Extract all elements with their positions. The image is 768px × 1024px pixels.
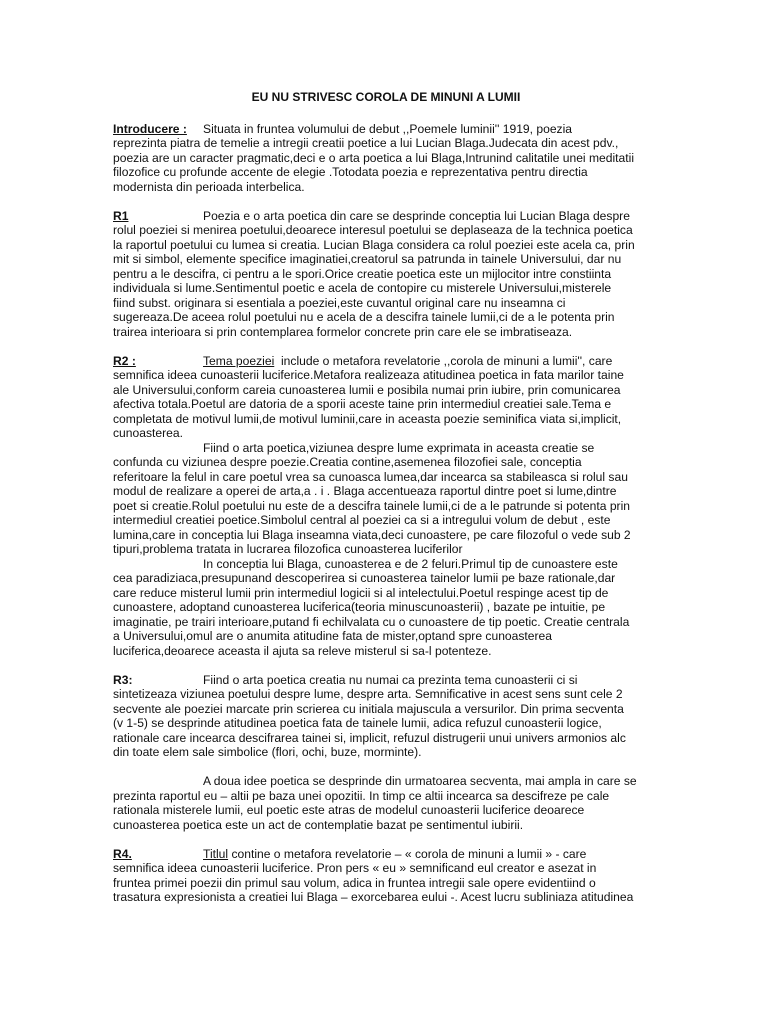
- paragraph-line: R1 Poezia e o arta poetica din care se desprinde conceptia lui Lucian Blaga despre: [113, 208, 630, 223]
- paragraph-line: poezia are un caracter pragmatic,deci e o arta poetica a lui Blaga,Intrunind calitatile unei meditatii: [113, 150, 634, 165]
- paragraph-line: R4. Titlul contine o metafora revelatorie – « corola de minuni a lumii » - care: [113, 846, 587, 861]
- paragraph-line: confunda cu viziunea despre poezie.Creatia contine,asemenea filozofiei sale, conceptia: [113, 455, 582, 469]
- section-label: R2 :: [113, 353, 136, 368]
- heading-word: Titlul: [203, 846, 229, 861]
- heading-word: Tema poeziei: [203, 353, 275, 368]
- paragraph-line: rationale care incearca descifrarea tainei si, implicit, refuzul distrugerii unui univers armonios alc: [113, 730, 626, 745]
- paragraph-line: modernista din perioada interbelica.: [113, 179, 305, 194]
- paragraph-line: afectiva totala.Poetul are datoria de a sporii aceste taine prin intermediul creatiei sale.Tema e: [113, 397, 612, 411]
- paragraph-line: intermediul creatiei poetice.Simbolul central al poeziei ca si a intregului volum de debut , este: [113, 513, 611, 527]
- paragraph-line: fiind subst. originara si esentiala a poeziei,este cuvantul original care nu inseamna ci: [113, 295, 566, 310]
- paragraph-line: cunoasterea.: [113, 426, 183, 440]
- paragraph-line: individuala si lume.Sentimentul poetic e acela de contopire cu misterele Universului,misterele: [113, 281, 612, 295]
- section-r3: [113, 673, 659, 833]
- paragraph-line: completata de motivul lumii,de motivul luminii,care in aceasta poezie seminifica viata si,implicit,: [113, 411, 622, 426]
- section-label: R4.: [113, 846, 132, 861]
- paragraph-line: semnifica ideea cunoasterii luciferice.Metafora realizeaza atitudinea poetica in fata marilor taine: [113, 368, 624, 382]
- section-introducere: [113, 122, 659, 195]
- paragraph-line: secvente ale poeziei marcate prin scrierea cu initiala majuscula a versurilor. Din prima secventa: [113, 701, 624, 716]
- paragraph-line: R2 : Tema poeziei include o metafora revelatorie ,,corola de minuni a lumii'', care: [113, 353, 613, 368]
- paragraph-line: mit si simbol, elemente specifice imaginatiei,creatorul sa patrunda in tainele Universului, dar nu: [113, 252, 622, 266]
- paragraph-line: modul de realizare a operei de arta,a . i . Blaga accentueaza raportul dintre poet si lume,dintre: [113, 484, 617, 498]
- paragraph-line: rolul poeziei si menirea poetului,deoarece interesul poetului se deplaseaza de la technica poetica: [113, 223, 633, 237]
- section-r2: [113, 354, 659, 659]
- section-label: Introducere :: [113, 121, 187, 136]
- paragraph-line: cunoastere, adoptand cunoasterea luciferica(teoria minuscunoasterii) , bazate pe intuitie, pe: [113, 600, 606, 614]
- paragraph-line: prezinta raportul eu – altii pe baza unei opozitii. In timp ce altii incearca sa descifreze pe cale: [113, 788, 610, 803]
- paragraph-line: luciferica,deoarece aceasta il ajuta sa releve misterul si sa-l potenteze.: [113, 643, 492, 658]
- paragraph-line: lumina,care in conceptia lui Blaga inseamna viata,deci cunoastere, pe care filozoful o vede sub 2: [113, 527, 631, 542]
- paragraph-line: A doua idee poetica se desprinde din urmatoarea secventa, mai ampla in care se: [203, 774, 637, 788]
- paragraph-line: rationala misterele lumii, eul poetic este atras de modelul cunoasterii luciferice deoarece: [113, 803, 585, 817]
- paragraph-line: semnifica ideea cunoasterii luciferice. Pron pers « eu » semnificand eul creator e asezat in: [113, 861, 597, 875]
- paragraph-line: poet si creatie.Rolul poetului nu este de a descifra tainele lumii,ci de a le patrunde si potenta prin: [113, 498, 630, 513]
- section-label: R3:: [113, 672, 133, 687]
- paragraph-line: R3: Fiind o arta poetica creatia nu numai ca prezinta tema cunoasterii ci si: [113, 672, 578, 687]
- paragraph-line: imaginatie, pe trairi interioare,putand fi echilvalata cu o cunoastere de tip poetic. Creatie centrala: [113, 614, 630, 629]
- section-r1: [113, 209, 659, 340]
- paragraph-line: Introducere : Situata in fruntea volumului de debut ,,Poemele luminii'' 1919, poezia: [113, 121, 573, 136]
- paragraph-line: referitoare la felul in care poetul vrea sa cunoasca lumea,dar incearca sa stabileasca si rolul sau: [113, 469, 628, 484]
- paragraph-line: din toate elem sale simbolice (flori, ochi, buze, morminte).: [113, 745, 422, 759]
- paragraph-line: filozofice cu profunde accente de elegie .Totodata poezia e reprezentativa pentru directia: [113, 165, 588, 179]
- paragraph-line: sintetizeaza viziunea poetului despre lume, despre arta. Semnificative in acest sens sunt cele 2: [113, 687, 623, 701]
- paragraph-line: trasatura expresionista a creatiei lui Blaga – exorcebarea eului -. Acest lucru subliniaza atitudinea: [113, 890, 634, 904]
- document-title: EU NU STRIVESC COROLA DE MINUNI A LUMII: [251, 90, 521, 104]
- document-body: [113, 90, 659, 919]
- paragraph-line: tipuri,problema tratata in lucrarea filozofica cunoasterea luciferilor: [113, 542, 463, 556]
- paragraph-line: sugereaza.De aceea rolul poetului nu e acela de a descifra tainele lumii,ci de a le potenta prin: [113, 310, 615, 324]
- paragraph-line: la raportul poetului cu lumea si creatia. Lucian Blaga considera ca rolul poeziei este acela ca, prin: [113, 237, 635, 252]
- paragraph-line: cea paradiziaca,presupunand descoperirea si cunoasterea tainelor lumii pe baze rationale,dar: [113, 571, 616, 585]
- section-r4: [113, 847, 659, 905]
- paragraph-line: care reduce misterul lumii prin intermediul logicii si al intelectului.Poetul respinge acest tip de: [113, 585, 609, 600]
- paragraph-line: (v 1-5) se desprinde atitudinea poetica fata de tainele lumii, adica refuzul cunoasterii logice,: [113, 716, 602, 730]
- paragraph-line: ale Universului,conform careia cunoasterea lumii e posibila numai prin iubire, prin comunicarea: [113, 382, 621, 397]
- paragraph-line: fruntea primei poezii din primul sau volum, adica in fruntea intregii sale opere evidentiind o: [113, 875, 596, 890]
- section-label: R1: [113, 208, 129, 223]
- paragraph-line: reprezinta piatra de temelie a intregii creatii poetice a lui Lucian Blaga.Judecata din acest pdv.,: [113, 136, 619, 150]
- paragraph-line: cunoasterea poetica este un act de contemplatie bazat pe sentimentul iubirii.: [113, 817, 524, 832]
- paragraph-line: Fiind o arta poetica,viziunea despre lume exprimata in aceasta creatie se: [203, 440, 595, 455]
- paragraph-line: trairea interioara si prin contemplarea formelor concrete prin care ele se imbratiseaza.: [113, 324, 573, 339]
- paragraph-line: pentru a le descifra, ci pentru a le spori.Orice creatie poetica este un mijlocitor intre constiinta: [113, 266, 612, 281]
- paragraph-line: In conceptia lui Blaga, cunoasterea e de 2 feluri.Primul tip de cunoastere este: [203, 556, 618, 571]
- paragraph-line: a Universului,omul are o anumita atitudine fata de mister,optand spre cunoasterea: [113, 629, 552, 643]
